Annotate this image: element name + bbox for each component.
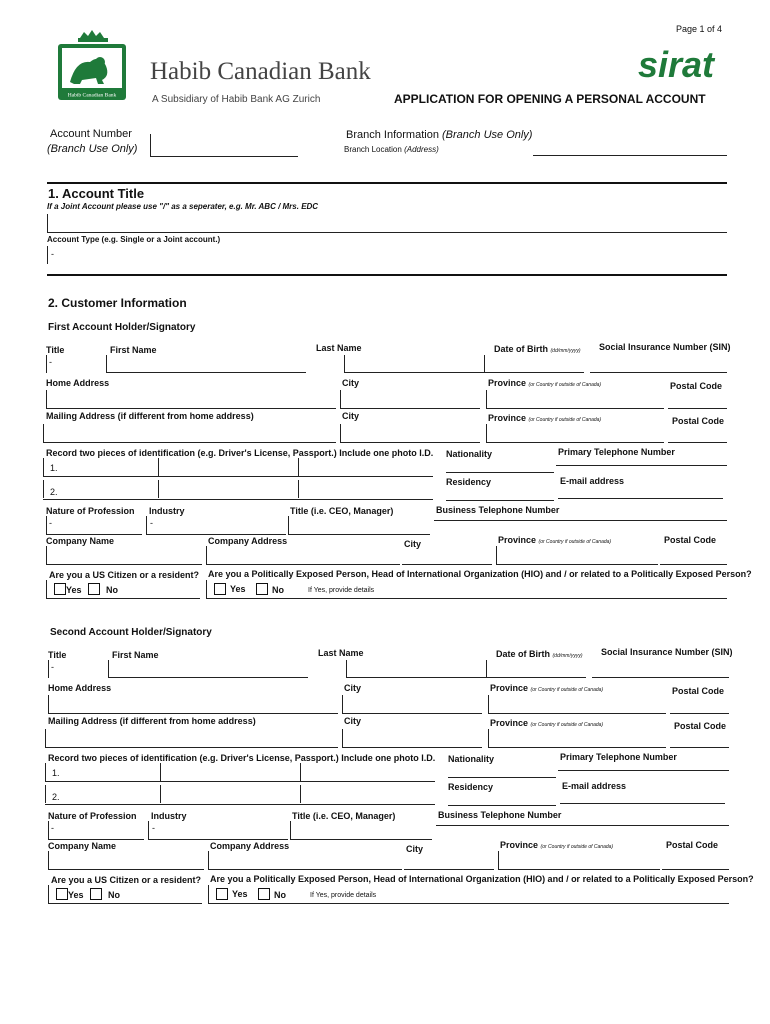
pep-yes-label: Yes [230, 584, 246, 594]
job-title-label: Title (i.e. CEO, Manager) [292, 811, 396, 821]
title-value[interactable]: - [51, 662, 54, 672]
company-address-label: Company Address [210, 841, 290, 851]
email-label: E-mail address [560, 476, 625, 486]
company-city-label: City [406, 844, 424, 854]
mailing-city-label: City [342, 411, 360, 421]
email-field[interactable] [560, 485, 723, 497]
business-phone-field[interactable] [436, 514, 724, 526]
first-name-label: First Name [110, 345, 157, 355]
section1-title: 1. Account Title [48, 186, 145, 201]
last-name-field[interactable] [346, 358, 482, 370]
last-name-label: Last Name [316, 343, 362, 353]
home-province-field[interactable] [490, 698, 664, 710]
company-province-label: Province (or Country if outside of Canada) [498, 535, 612, 545]
mailing-postal-field[interactable] [672, 732, 727, 744]
holder-heading: First Account Holder/Signatory [48, 322, 196, 333]
us-citizen-question: Are you a US Citizen or a resident? [51, 875, 202, 885]
sin-label: Social Insurance Number (SIN) [599, 342, 731, 352]
company-address-field[interactable] [210, 855, 400, 867]
industry-value[interactable]: - [150, 518, 153, 528]
bank-name: Habib Canadian Bank [150, 58, 371, 85]
section2-title: 2. Customer Information [48, 296, 187, 310]
pep-if-yes-label: If Yes, provide details [308, 587, 375, 594]
sin-field[interactable] [594, 663, 727, 675]
profession-value[interactable]: - [49, 518, 52, 528]
title-label: Title [48, 650, 67, 660]
nationality-field[interactable] [448, 763, 556, 775]
company-address-field[interactable] [208, 550, 398, 562]
id1-label: 1. [50, 463, 58, 473]
company-address-label: Company Address [208, 536, 288, 546]
mailing-postal-label: Postal Code [672, 416, 725, 426]
svg-text:Habib Canadian Bank: Habib Canadian Bank [67, 92, 117, 99]
account-number-field[interactable] [152, 142, 296, 154]
holder-heading: Second Account Holder/Signatory [50, 627, 212, 638]
branch-use-only-label: (Branch Use Only) [47, 143, 138, 155]
industry-value[interactable]: - [152, 823, 155, 833]
industry-label: Industry [149, 506, 185, 516]
residency-field[interactable] [446, 486, 554, 498]
home-address-label: Home Address [46, 378, 110, 388]
email-field[interactable] [562, 790, 725, 802]
form-title: APPLICATION FOR OPENING A PERSONAL ACCOUNT [394, 92, 706, 106]
home-postal-field[interactable] [672, 698, 727, 710]
primary-phone-field[interactable] [558, 452, 725, 464]
job-title-field[interactable] [290, 520, 428, 532]
page-number: Page 1 of 4 [676, 24, 723, 34]
primary-phone-label: Primary Telephone Number [560, 752, 677, 762]
dob-field[interactable] [488, 663, 584, 675]
email-label: E-mail address [562, 781, 627, 791]
svg-text:sirat: sirat [637, 48, 715, 82]
primary-phone-label: Primary Telephone Number [558, 447, 675, 457]
pep-no-checkbox[interactable] [256, 583, 268, 595]
pep-details-field[interactable] [370, 584, 720, 596]
id1-field[interactable] [62, 767, 432, 779]
residency-label: Residency [448, 782, 494, 792]
company-postal-label: Postal Code [666, 840, 719, 850]
us-yes-label: Yes [66, 585, 82, 595]
company-province-field[interactable] [498, 550, 656, 562]
bank-subsidiary: A Subsidiary of Habib Bank AG Zurich [152, 94, 321, 105]
identification-label: Record two pieces of identification (e.g. Driver's License, Passport.) Include one photo I.D. [46, 448, 434, 458]
mailing-address-field[interactable] [48, 732, 336, 744]
primary-phone-field[interactable] [560, 757, 727, 769]
pep-yes-checkbox[interactable] [214, 583, 226, 595]
dob-field[interactable] [486, 358, 582, 370]
sirat-logo [626, 48, 726, 82]
home-address-field[interactable] [48, 393, 334, 405]
company-province-label: Province (or Country if outside of Canada) [500, 840, 614, 850]
company-postal-label: Postal Code [664, 535, 717, 545]
mailing-city-label: City [344, 716, 362, 726]
home-city-field[interactable] [344, 698, 480, 710]
pep-no-checkbox[interactable] [258, 888, 270, 900]
job-title-label: Title (i.e. CEO, Manager) [290, 506, 394, 516]
company-province-field[interactable] [500, 855, 658, 867]
id1-label: 1. [52, 768, 60, 778]
industry-label: Industry [151, 811, 187, 821]
first-name-field[interactable] [110, 663, 306, 675]
mailing-postal-label: Postal Code [674, 721, 727, 731]
us-yes-checkbox[interactable] [56, 888, 68, 900]
residency-label: Residency [446, 477, 492, 487]
home-postal-field[interactable] [670, 393, 725, 405]
business-phone-label: Business Telephone Number [438, 810, 562, 820]
pep-yes-checkbox[interactable] [216, 888, 228, 900]
identification-label: Record two pieces of identification (e.g. Driver's License, Passport.) Include one photo I.D. [48, 753, 436, 763]
mailing-city-field[interactable] [344, 732, 480, 744]
home-address-field[interactable] [50, 698, 336, 710]
province-label: Province (or Country if outside of Canada) [490, 683, 604, 693]
dob-label: Date of Birth (dd/mm/yyyy) [496, 649, 583, 659]
pep-no-label: No [272, 585, 284, 595]
nationality-label: Nationality [446, 449, 493, 459]
company-city-field[interactable] [404, 550, 490, 562]
postal-code-label: Postal Code [672, 686, 725, 696]
last-name-label: Last Name [318, 648, 364, 658]
last-name-field[interactable] [348, 663, 484, 675]
us-yes-checkbox[interactable] [54, 583, 66, 595]
sin-field[interactable] [592, 358, 725, 370]
home-city-field[interactable] [342, 393, 478, 405]
business-phone-label: Business Telephone Number [436, 505, 560, 515]
mailing-address-field[interactable] [46, 427, 334, 439]
title-value[interactable]: - [49, 357, 52, 367]
id2-label: 2. [50, 487, 58, 497]
us-no-checkbox[interactable] [90, 888, 102, 900]
us-no-label: No [108, 890, 120, 900]
id2-field[interactable] [62, 790, 432, 802]
id2-label: 2. [52, 792, 60, 802]
us-yes-label: Yes [68, 890, 84, 900]
branch-location-field[interactable] [533, 142, 727, 154]
city-label: City [344, 683, 362, 693]
company-name-field[interactable] [50, 855, 202, 867]
mailing-province-field[interactable] [490, 732, 664, 744]
company-postal-field[interactable] [664, 855, 727, 867]
mailing-address-label: Mailing Address (if different from home address) [46, 411, 254, 421]
mailing-province-field[interactable] [488, 427, 662, 439]
mailing-city-field[interactable] [342, 427, 478, 439]
us-no-label: No [106, 585, 118, 595]
bank-seal-logo [50, 30, 134, 106]
job-title-field[interactable] [292, 825, 430, 837]
home-province-field[interactable] [488, 393, 662, 405]
business-phone-field[interactable] [438, 819, 726, 831]
pep-details-field[interactable] [372, 889, 722, 901]
nationality-field[interactable] [446, 458, 554, 470]
profession-value[interactable]: - [51, 823, 54, 833]
pep-yes-label: Yes [232, 889, 248, 899]
residency-field[interactable] [448, 791, 556, 803]
mailing-province-label: Province (or Country if outside of Canada) [488, 413, 602, 423]
company-name-label: Company Name [46, 536, 115, 546]
id2-field[interactable] [60, 485, 430, 497]
pep-if-yes-label: If Yes, provide details [310, 892, 377, 899]
section1-note: If a Joint Account please use "/" as a seperater, e.g. Mr. ABC / Mrs. EDC [47, 202, 319, 211]
company-city-field[interactable] [406, 855, 492, 867]
province-label: Province (or Country if outside of Canada) [488, 378, 602, 388]
company-name-field[interactable] [48, 550, 200, 562]
first-name-field[interactable] [108, 358, 304, 370]
branch-info-label: Branch Information (Branch Use Only) [346, 129, 533, 141]
postal-code-label: Postal Code [670, 381, 723, 391]
us-citizen-question: Are you a US Citizen or a resident? [49, 570, 200, 580]
account-number-label: Account Number [50, 128, 132, 140]
us-no-checkbox[interactable] [88, 583, 100, 595]
company-name-label: Company Name [48, 841, 117, 851]
mailing-province-label: Province (or Country if outside of Canada) [490, 718, 604, 728]
profession-label: Nature of Profession [46, 506, 135, 516]
company-postal-field[interactable] [662, 550, 725, 562]
id1-field[interactable] [60, 462, 430, 474]
pep-question: Are you a Politically Exposed Person, Head of International Organization (HIO) and / or related to a Politically Exposed Person? [208, 569, 752, 579]
nationality-label: Nationality [448, 754, 495, 764]
sin-label: Social Insurance Number (SIN) [601, 647, 733, 657]
account-title-field[interactable] [50, 216, 724, 228]
mailing-postal-field[interactable] [670, 427, 725, 439]
city-label: City [342, 378, 360, 388]
account-type-value[interactable]: - [51, 249, 54, 259]
pep-no-label: No [274, 890, 286, 900]
profession-label: Nature of Profession [48, 811, 137, 821]
title-label: Title [46, 345, 65, 355]
pep-question: Are you a Politically Exposed Person, Head of International Organization (HIO) and / or related to a Politically Exposed Person? [210, 874, 754, 884]
mailing-address-label: Mailing Address (if different from home address) [48, 716, 256, 726]
account-type-label: Account Type (e.g. Single or a Joint account.) [47, 235, 221, 244]
branch-location-label: Branch Location (Address) [344, 145, 439, 154]
home-address-label: Home Address [48, 683, 112, 693]
dob-label: Date of Birth (dd/mm/yyyy) [494, 344, 581, 354]
company-city-label: City [404, 539, 422, 549]
first-name-label: First Name [112, 650, 159, 660]
